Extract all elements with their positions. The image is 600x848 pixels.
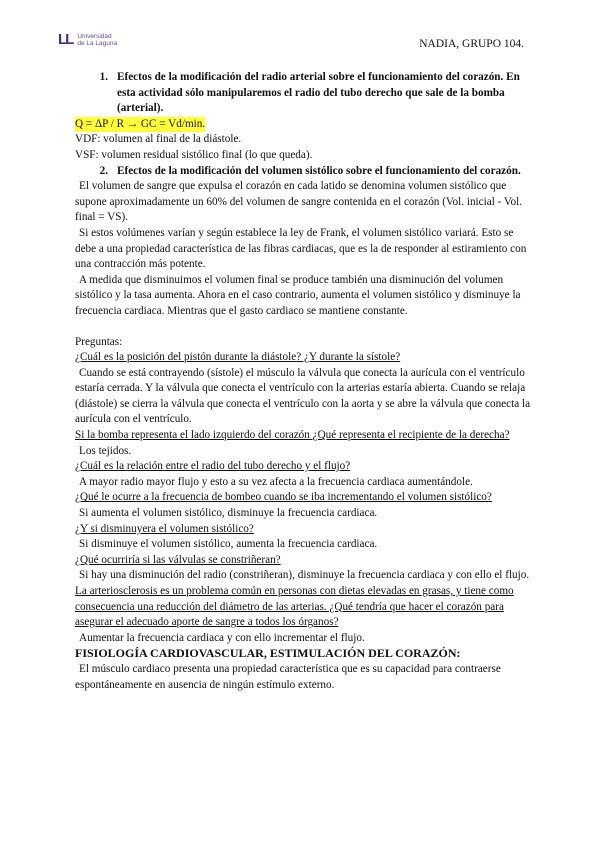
section-2-heading (75, 164, 533, 180)
section-title: Efectos de la modificación del radio arterial sobre el funcionamiento del corazón. En esta actividad sólo manipularemos el radio del tubo derecho que sale de la bomba (arterial). (117, 71, 520, 115)
vsf-definition: VSF: volumen residual sistólico final (lo que queda). (75, 148, 313, 161)
formula-highlight: Q = ΔP / R → GC = Vd/min. (75, 117, 205, 133)
answer: Aumentar la frecuencia cardiaca y con ello incrementar el flujo. (79, 631, 365, 644)
logo-line-1: Universidad (77, 32, 112, 40)
answer: Si hay una disminución del radio (constriñeran), disminuye la frecuencia cardiaca y con ello el flujo. (79, 569, 530, 582)
section-title: Efectos de la modificación del volumen sistólico sobre el funcionamiento del corazón. (117, 164, 521, 177)
answer: A mayor radio mayor flujo y esto a su vez afecta a la frecuencia cardiaca aumentándole. (79, 475, 473, 488)
section-1-heading (75, 70, 533, 117)
answer: Si aumenta el volumen sistólico, disminuye la frecuencia cardiaca. (79, 507, 378, 520)
author-label: NADIA, GRUPO 104. (419, 38, 524, 50)
logo-mark: LL (58, 31, 73, 48)
vdf-definition: VDF: volumen al final de la diástole. (75, 133, 242, 146)
answer: Si disminuye el volumen sistólico, aumenta la frecuencia cardiaca. (79, 538, 378, 551)
paragraph: Si estos volúmenes varían y según establece la ley de Frank, el volumen sistólico variará. Esto se debe a una propiedad característica de las fibras cardiacas, que es la de responder al estiramiento con una contracción más potente. (75, 226, 527, 271)
questions-label: Preguntas: (75, 335, 123, 348)
question: ¿Cuál es la relación entre el radio del tubo derecho y el flujo? (75, 460, 351, 473)
answer: Los tejidos. (79, 444, 132, 457)
list-number: 1. (99, 71, 108, 83)
university-logo (58, 31, 117, 48)
section-heading: FISIOLOGÍA CARDIOVASCULAR, ESTIMULACIÓN DEL CORAZÓN: (75, 646, 461, 661)
answer: Cuando se está contrayendo (sístole) el músculo la válvula que conecta la aurícula con el ventrículo estaría cerrada. Y la válvula que conecta el ventrículo con la arterias estaría abierta. Cuando se relaja (diástole) se cierra la válvula que conecta el ventrículo con la aorta y se abre la válvula que conecta la aurícula con el ventrículo. (75, 366, 531, 426)
paragraph: A medida que disminuimos el volumen final se produce también una disminución del volumen sistólico y la tasa aumenta. Ahora en el caso contrario, aumenta el volumen sistólico y disminuye la frecuencia cardiaca. Mientras que el gasto cardiaco se mantiene constante. (75, 273, 521, 317)
document-body (75, 70, 533, 693)
logo-text (77, 33, 117, 47)
question: ¿Qué le ocurre a la frecuencia de bombeo cuando se iba incrementando el volumen sistólico? (75, 491, 492, 504)
logo-line-2: de La Laguna (77, 39, 118, 47)
question: La arteriosclerosis es un problema común en personas con dietas elevadas en grasas, y tiene como consecuencia una reducción del diámetro de las arterias. ¿Qué tendría que hacer el corazón para asegurar el adecuado aporte de sangre a todos los órganos? (75, 585, 514, 629)
question: Si la bomba representa el lado izquierdo del corazón ¿Qué representa el recipiente de la derecha? (75, 429, 510, 442)
question: ¿Qué ocurriría si las válvulas se constriñeran? (75, 553, 281, 566)
paragraph: El volumen de sangre que expulsa el corazón en cada latido se denomina volumen sistólico que supone aproximadamente un 60% del volumen de sangre contenida en el corazón (Vol. inicial - Vol. final = VS). (75, 180, 523, 224)
list-number: 2. (99, 164, 108, 177)
question: ¿Y si disminuyera el volumen sistólico? (75, 522, 254, 535)
question: ¿Cuál es la posición del pistón durante la diástole? ¿Y durante la sístole? (75, 351, 401, 364)
paragraph: El músculo cardiaco presenta una propiedad característica que es su capacidad para contraerse espontáneamente en ausencia de ningún estímulo externo. (75, 662, 501, 691)
